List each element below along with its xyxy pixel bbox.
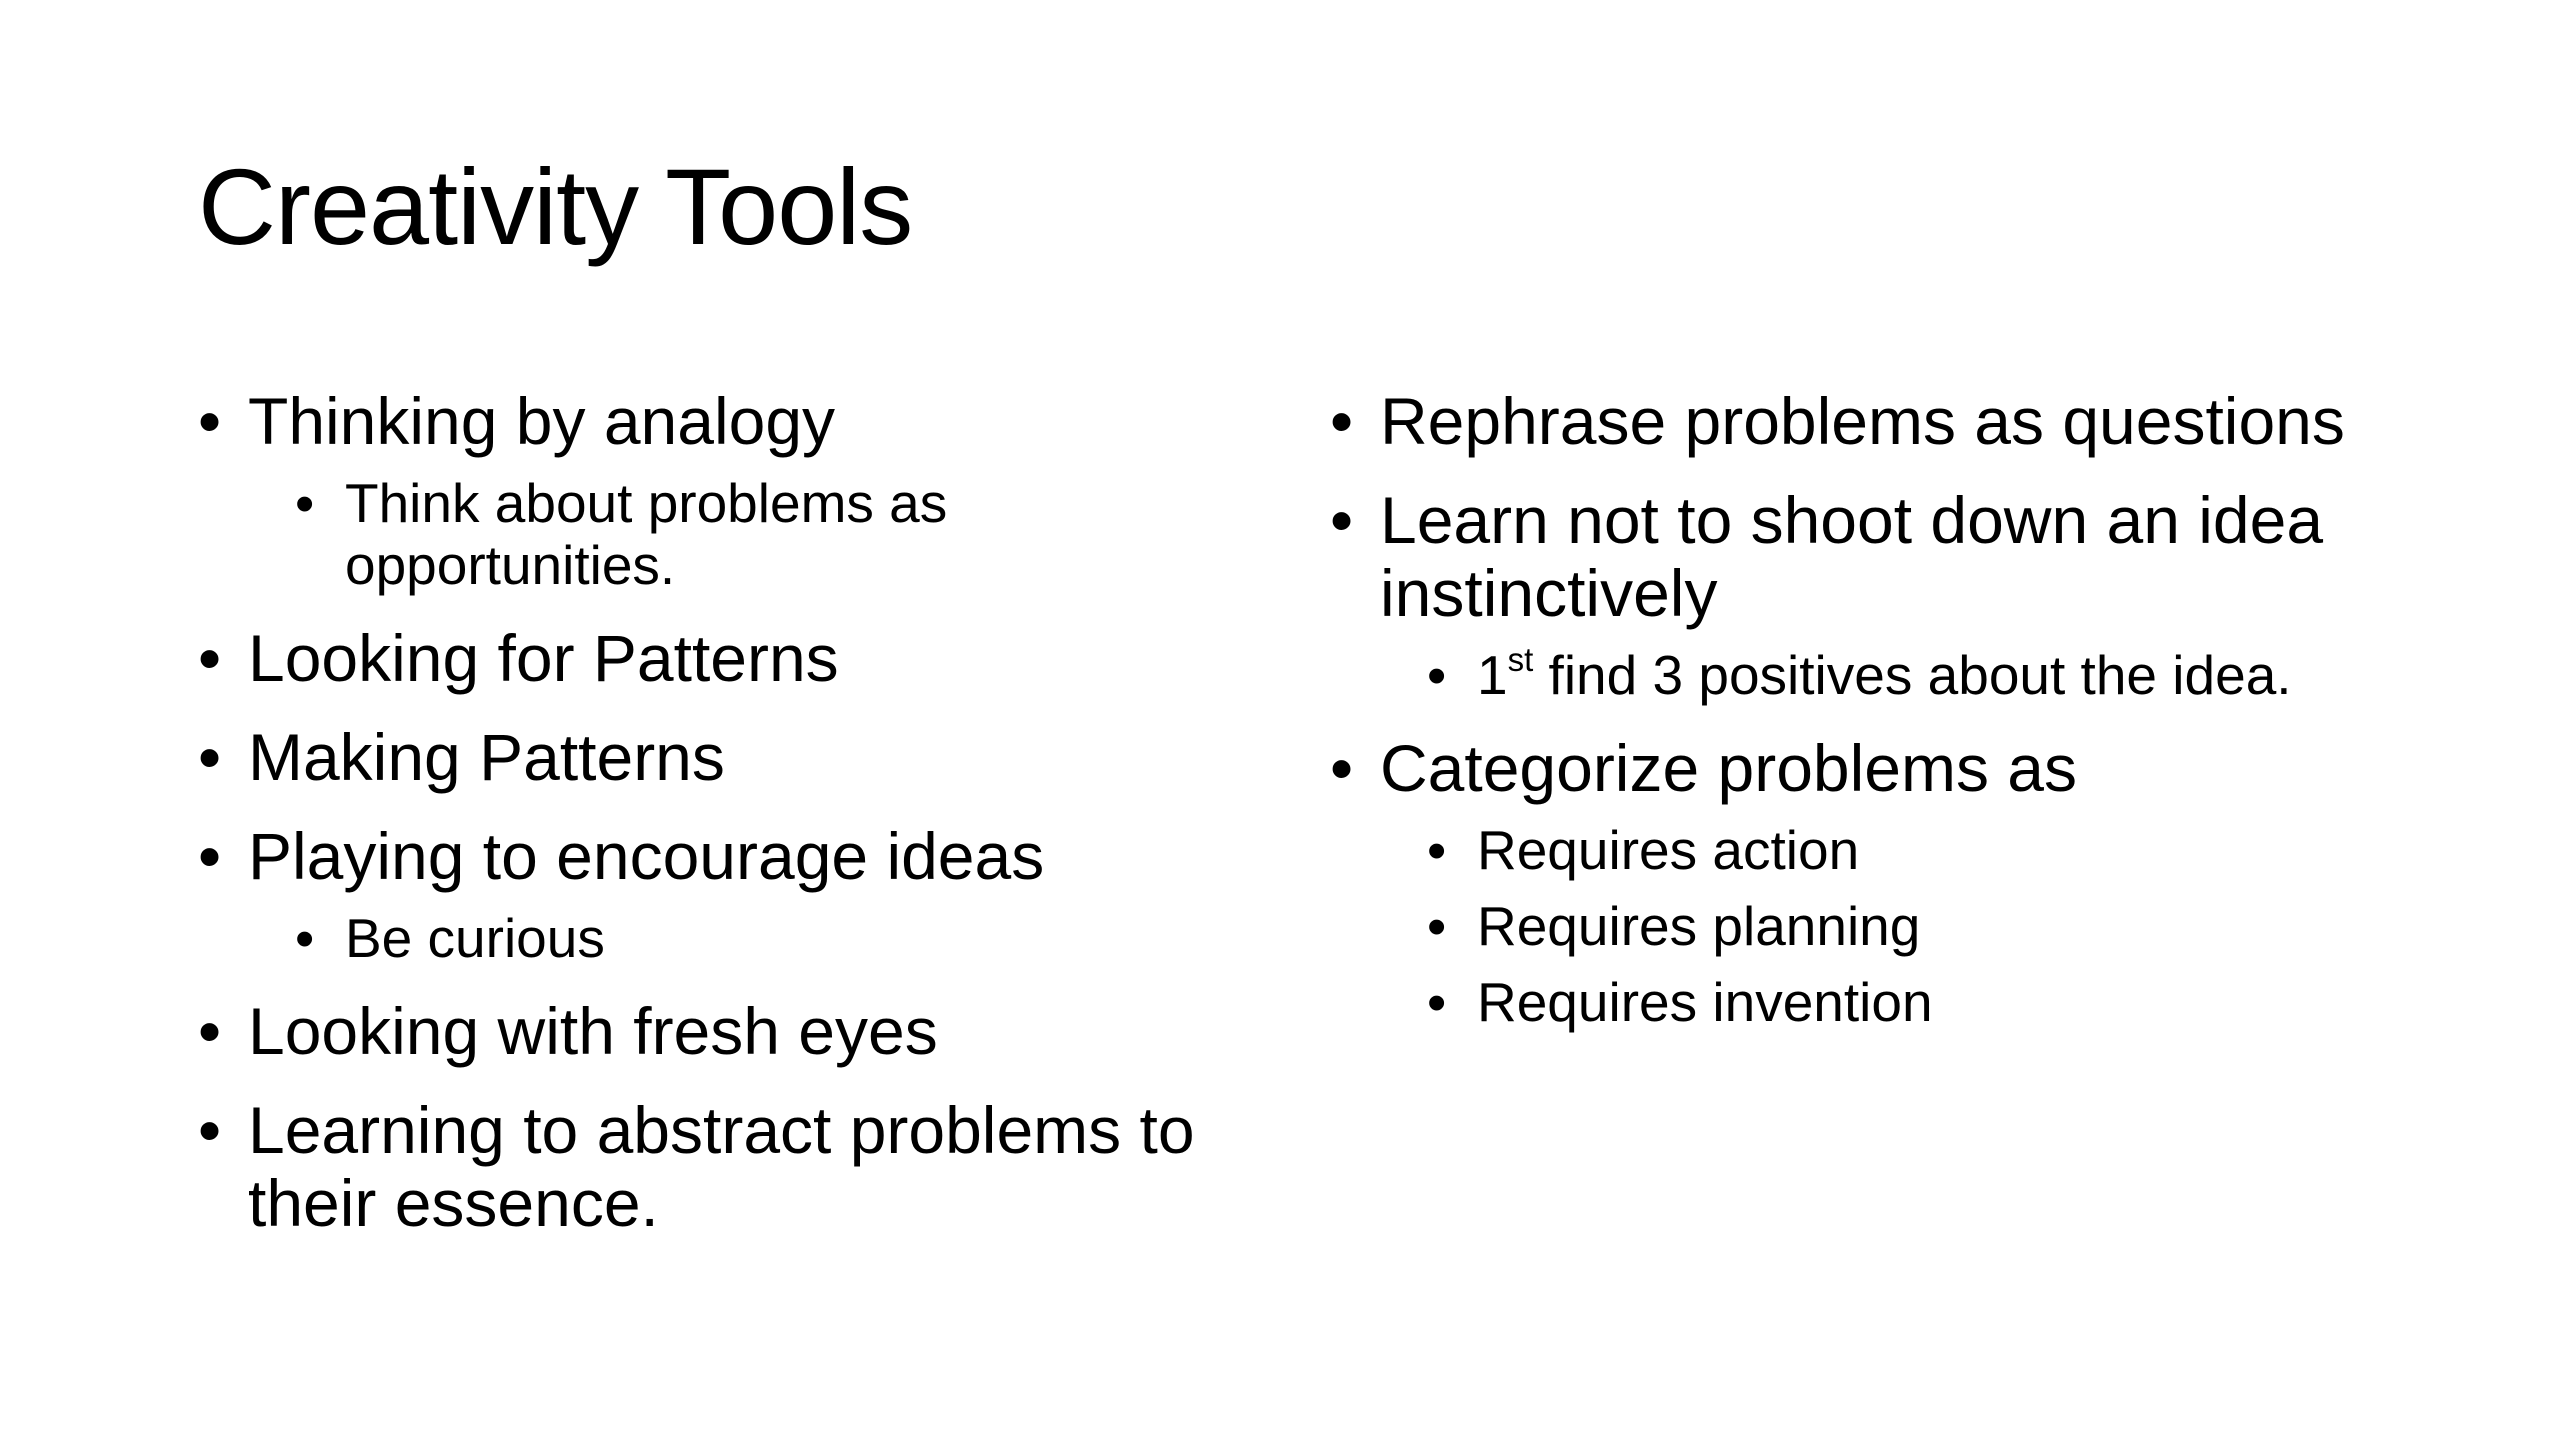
bullet-icon: • <box>1427 644 1447 706</box>
ordinal-suffix: st <box>1507 640 1534 678</box>
bullet-icon: • <box>1330 483 1354 557</box>
bullet-icon: • <box>198 720 222 794</box>
list-item-text: Making Patterns <box>248 720 725 794</box>
sub-list-item-text: Requires planning <box>1477 895 1921 957</box>
list-item-text: Learn not to shoot down an idea instinctively <box>1380 483 2324 630</box>
sub-list-item <box>1330 819 2470 881</box>
list-item-text: Playing to encourage ideas <box>248 819 1045 893</box>
sub-list-item <box>198 472 1268 596</box>
right-bullet-list <box>1330 385 2470 1033</box>
bullet-icon: • <box>1427 819 1447 881</box>
list-item-text: Looking for Patterns <box>248 621 839 695</box>
bullet-icon: • <box>295 907 315 969</box>
list-item-text: Looking with fresh eyes <box>248 994 938 1068</box>
sub-list-item-text: Requires action <box>1477 819 1860 881</box>
sub-list-item <box>1330 971 2470 1033</box>
left-bullet-list <box>198 385 1268 1240</box>
sub-list-item-text: Think about problems as opportunities. <box>345 472 948 596</box>
list-item <box>198 820 1268 893</box>
sub-list-item-text <box>1477 640 2292 706</box>
list-item-text: Rephrase problems as questions <box>1380 384 2345 458</box>
list-item-text: Categorize problems as <box>1380 731 2077 805</box>
bullet-icon: • <box>198 819 222 893</box>
list-item <box>198 385 1268 458</box>
bullet-icon: • <box>198 1093 222 1167</box>
bullet-icon: • <box>198 994 222 1068</box>
sub-list-item <box>1330 895 2470 957</box>
list-item <box>198 622 1268 695</box>
bullet-icon: • <box>1427 971 1447 1033</box>
sub-list-item-text: Be curious <box>345 907 605 969</box>
list-item <box>198 995 1268 1068</box>
bullet-icon: • <box>1330 384 1354 458</box>
bullet-icon: • <box>1427 895 1447 957</box>
list-item <box>198 1094 1268 1240</box>
sub-list-item-text: Requires invention <box>1477 971 1933 1033</box>
sub-list-item <box>198 907 1268 969</box>
list-item <box>198 721 1268 794</box>
sub-list-item <box>1330 640 2470 706</box>
list-item <box>1330 385 2470 458</box>
list-item <box>1330 732 2470 805</box>
list-item-text: Learning to abstract problems to their essence. <box>248 1093 1195 1240</box>
list-item <box>1330 484 2470 630</box>
sub-list-item-rest: find 3 positives about the idea. <box>1533 644 2292 706</box>
list-item-text: Thinking by analogy <box>248 384 836 458</box>
bullet-icon: • <box>295 472 315 534</box>
bullet-icon: • <box>1330 731 1354 805</box>
bullet-icon: • <box>198 384 222 458</box>
slide-title: Creativity Tools <box>198 146 913 267</box>
bullet-icon: • <box>198 621 222 695</box>
ordinal-number: 1 <box>1477 644 1508 706</box>
